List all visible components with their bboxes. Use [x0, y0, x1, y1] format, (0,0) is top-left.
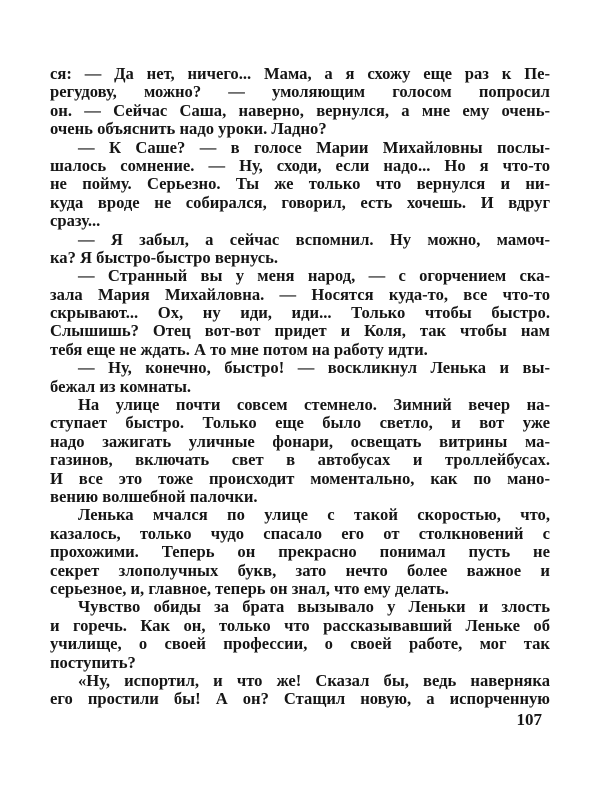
text-line: бежал из комнаты.	[50, 376, 192, 396]
text-line: очень объяснить надо уроки. Ладно?	[50, 119, 327, 139]
text-line: «Ну, испортил, и что же! Сказал бы, ведь наверняка	[78, 670, 550, 690]
text-line: ка? Я быстро-быстро вернусь.	[50, 247, 279, 267]
text-line: сразу...	[50, 211, 101, 231]
text-line: ступает быстро. Только еще было светло, и вот уже	[50, 413, 550, 433]
page-number: 107	[516, 710, 542, 729]
text-line: училище, о своей профессии, о своей работе, мог так	[50, 634, 550, 654]
text-line: Чувство обиды за брата вызывало у Леньки и злость	[78, 597, 550, 617]
text-line: его простили бы! А он? Стащил новую, а испорченную	[50, 689, 550, 709]
text-line: — Ну, конечно, быстро! — воскликнул Ленька и вы-	[78, 358, 550, 378]
text-line: не пойму. Серьезно. Ты же только что вернулся и ни-	[50, 174, 550, 194]
text-line: казалось, только чудо спасало его от столкновений с	[50, 523, 550, 543]
text-line: он. — Сейчас Саша, наверно, вернулся, а мне ему очень-	[50, 100, 550, 120]
text-line: серьезное, и, главное, теперь он знал, что ему делать.	[50, 578, 449, 598]
text-line: зала Мария Михайловна. — Носятся куда-то, все что-то	[50, 284, 550, 304]
text-line: газинов, включать свет в автобусах и троллейбусах.	[50, 450, 550, 470]
text-line: вению волшебной палочки.	[50, 486, 258, 506]
text-line: Ленька мчался по улице с такой скоростью, что,	[78, 505, 550, 525]
text-line: куда вроде не собирался, говорил, есть хочешь. И вдруг	[50, 192, 550, 212]
text-line: На улице почти совсем стемнело. Зимний вечер на-	[78, 395, 550, 415]
text-line: секрет злополучных букв, зато нечто более важное и	[50, 560, 550, 580]
text-line: скрывают... Ох, ну иди, иди... Только чтобы быстро.	[50, 303, 550, 323]
text-line: — Странный вы у меня народ, — с огорчением ска-	[78, 266, 550, 286]
text-line: шалось сомнение. — Ну, сходи, если надо... Но я что-то	[50, 155, 550, 175]
text-line: тебя еще не ждать. А то мне потом на работу идти.	[50, 339, 428, 359]
text-line: регудову, можно? — умоляющим голосом попросил	[50, 82, 550, 102]
text-line: ся: — Да нет, ничего... Мама, а я схожу еще раз к Пе-	[50, 64, 550, 83]
book-page-text	[50, 65, 550, 709]
text-line: поступить?	[50, 652, 136, 672]
text-line: прохожими. Теперь он прекрасно понимал пусть не	[50, 542, 550, 562]
text-line: — К Саше? — в голосе Марии Михайловны послы-	[78, 137, 550, 157]
text-line: и горечь. Как он, только что рассказывавший Леньке об	[50, 615, 550, 635]
text-line: И все это тоже происходит моментально, как по мано-	[50, 468, 550, 488]
text-line: Слышишь? Отец вот-вот придет и Коля, так чтобы нам	[50, 321, 550, 341]
text-line: надо зажигать уличные фонари, освещать витрины ма-	[50, 431, 550, 451]
text-line: — Я забыл, а сейчас вспомнил. Ну можно, мамоч-	[78, 229, 550, 249]
